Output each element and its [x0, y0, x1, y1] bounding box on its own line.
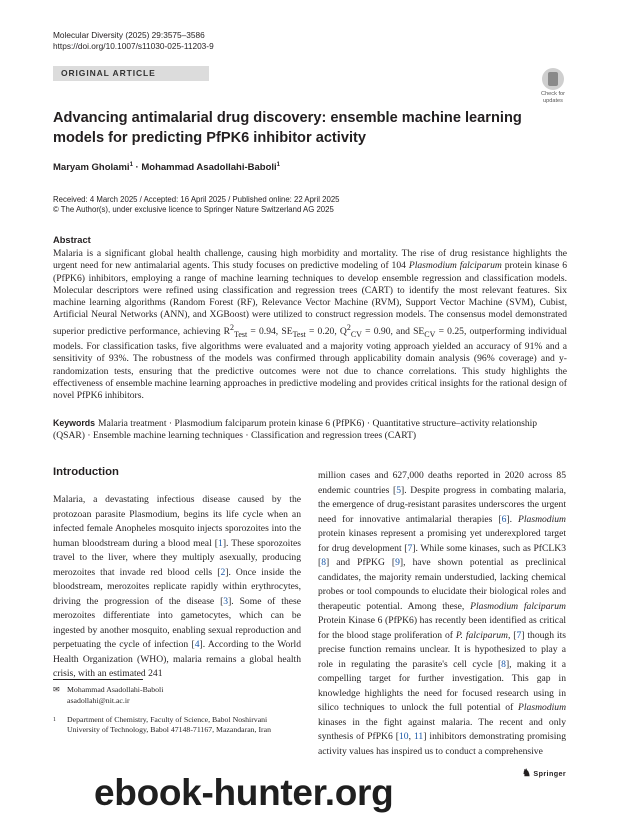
keywords — [53, 417, 567, 443]
affiliation-marker: 1 — [129, 161, 133, 168]
citation-link[interactable]: 10 — [398, 731, 409, 742]
journal-header — [53, 30, 214, 52]
email-link[interactable]: asadollahi@nit.ac.ir — [67, 695, 130, 705]
citation-link[interactable]: 9 — [395, 557, 400, 568]
history-line: Received: 4 March 2025 / Accepted: 16 April 2025 / Published online: 22 April 2025 — [53, 195, 340, 204]
affiliation-marker: 1 — [276, 161, 281, 168]
envelope-icon: ✉ — [53, 685, 60, 694]
corresponding-author — [53, 685, 163, 706]
affiliation-text: Department of Chemistry, Faculty of Science, Babol Noshirvani University of Technology, Babol 47148-71167, Mazandaran, Iran — [67, 715, 271, 735]
citation-link[interactable]: 7 — [407, 542, 413, 554]
citation-link[interactable]: 2 — [220, 566, 226, 578]
affiliation — [53, 715, 283, 736]
introduction-heading: Introduction — [53, 466, 119, 478]
citation-link[interactable]: 7 — [516, 629, 522, 641]
author-name[interactable]: Maryam Gholami — [53, 162, 130, 173]
citation-link[interactable]: 8 — [501, 658, 506, 670]
check-updates-label-1: Check for — [541, 91, 565, 97]
citation-link[interactable]: 6 — [501, 513, 507, 525]
keywords-text: Malaria treatment · Plasmodium falciparum protein kinase 6 (PfPK6) · Quantitative structure–activity relationship (QSAR) · Ensemble machine learning techniques · Classification and regression trees (CART) — [53, 418, 538, 442]
intro-left-column: Malaria, a devastating infectious disease caused by the protozoan parasite Plasmodium, begins its life cycle when an infected female Anopheles mosquito injects sporozoites into the human bloodstream during a blood meal [1]. These sporozoites travel to the liver, where they multiply asexually, producing merozoites that invade red blood cells [2]. Once inside the bloodstream, merozoites replicate rapidly within erythrocytes, driving the progression of the disease [3]. Some of these merozoites differentiate into gametocytes, which can be ingested by another mosquito, enabling sexual reproduction and perpetuating the cycle of infection [4]. According to the World Health Organization (WHO), malaria remains a global health crisis, with an estimated 241 — [53, 494, 302, 679]
intro-right-column: million cases and 627,000 deaths reported in 2020 across 85 endemic countries [5]. Despite progress in combating malaria, the emergence of drug-resistant parasites underscores the urgent need for innovative antimalarial therapies [6]. Plasmodium protein kinases represent a promising yet underexplored target for drug development [7]. While some kinases, such as PfCLK3 [8] and PfPKG [9], have shown potential as preclinical candidates, the majority remain understudied, lacking chemical probes or tool compounds to elucidate their biological roles and therapeutic potential. Among these, Plasmodium falciparum Protein Kinase 6 (PfPK6) has recently been identified as critical for the blood stage proliferation of P. falciparum, [7] though its precise function remains unclear. It is hypothesized to play a role in regulating the parasite's cell cycle [8], making it a compelling target for further investigation. This gap in knowledge highlights the need for focused research using in silico techniques to unlock the full potential of Plasmodium kinases in the fight against malaria. The recent and only synthesis of PfPK6 [10, 11] inhibitors demonstrating promising activity values has inspired us to conduct a comprehensive — [318, 470, 566, 757]
author-separator: · — [132, 162, 142, 173]
abstract-heading: Abstract — [53, 235, 91, 245]
check-for-updates-button[interactable] — [536, 68, 570, 104]
author-list — [53, 162, 280, 173]
watermark: ebook-hunter.org — [94, 772, 394, 813]
paper-title: Advancing antimalarial drug discovery: ensemble machine learning models for predicting PfPK6 inhibitor activity — [53, 110, 522, 146]
abstract-text: Malaria is a significant global health challenge, causing high morbidity and mortality. The rise of drug resistance highlights the urgent need for new antimalarial agents. This study focuses on predictive modeling of 104 Plasmodium falciparum protein kinase 6 (PfPK6) inhibitors, employing a range of machine learning techniques to develop ensemble regression and classification models. Molecular descriptors were refined using classification and regression trees (CART) to identify the most relevant features. Six machine learning algorithms (Random Forest (RF), Relevance Vector Machine (RVM), Support Vector Machine (SVM), Cubist, Artificial Neural Networks (ANN), and XGBoost) were utilized to construct regression models. The consensus model demonstrated superior predictive performance, achieving $R^2_{Test} = 0.94$, $SE_{Test} = 0.20$, $Q^2_{CV} = 0.90$, and $SE_{CV} = 0.25$, outperforming individual models. For classification tasks, five algorithms were evaluated and a majority voting approach yielded an accuracy of 91% and a sensitivity of 93%. The robustness of the models was confirmed through applicability domain analysis (96% coverage) and y-randomization tests, ensuring that the predictive outcomes were not due to chance correlations. This study highlights the effectiveness of ensemble machine learning approaches in predictive modeling and provides critical insights for the rational design of novel PfPK6 inhibitors. — [53, 248, 567, 402]
keywords-heading: Keywords — [53, 418, 96, 428]
affiliation-number: 1 — [53, 717, 56, 723]
check-updates-icon — [542, 68, 564, 90]
citation-link[interactable]: 3 — [223, 595, 229, 607]
springer-horse-icon: ♞ — [522, 768, 532, 779]
copyright-line: © The Author(s), under exclusive licence to Springer Nature Switzerland AG 2025 — [53, 205, 334, 214]
citation-link[interactable]: 11 — [413, 731, 424, 742]
journal-citation: Molecular Diversity (2025) 29:3575–3586 — [53, 30, 205, 40]
author-name[interactable]: Mohammad Asadollahi-Baboli — [141, 162, 277, 173]
citation-link[interactable]: 5 — [396, 484, 402, 496]
doi-link[interactable]: https://doi.org/10.1007/s11030-025-11203-9 — [53, 41, 214, 51]
citation-link[interactable]: 8 — [321, 557, 326, 568]
footnote-divider — [53, 679, 143, 680]
publication-dates — [53, 195, 340, 215]
citation-link[interactable]: 1 — [218, 537, 223, 549]
article-type-badge: ORIGINAL ARTICLE — [53, 66, 209, 81]
corresponding-name: Mohammad Asadollahi-Baboli — [67, 685, 164, 694]
check-updates-label-2: updates — [543, 98, 563, 105]
citation-link[interactable]: 4 — [194, 639, 200, 650]
publisher-logo: ♞ Springer — [522, 768, 567, 779]
